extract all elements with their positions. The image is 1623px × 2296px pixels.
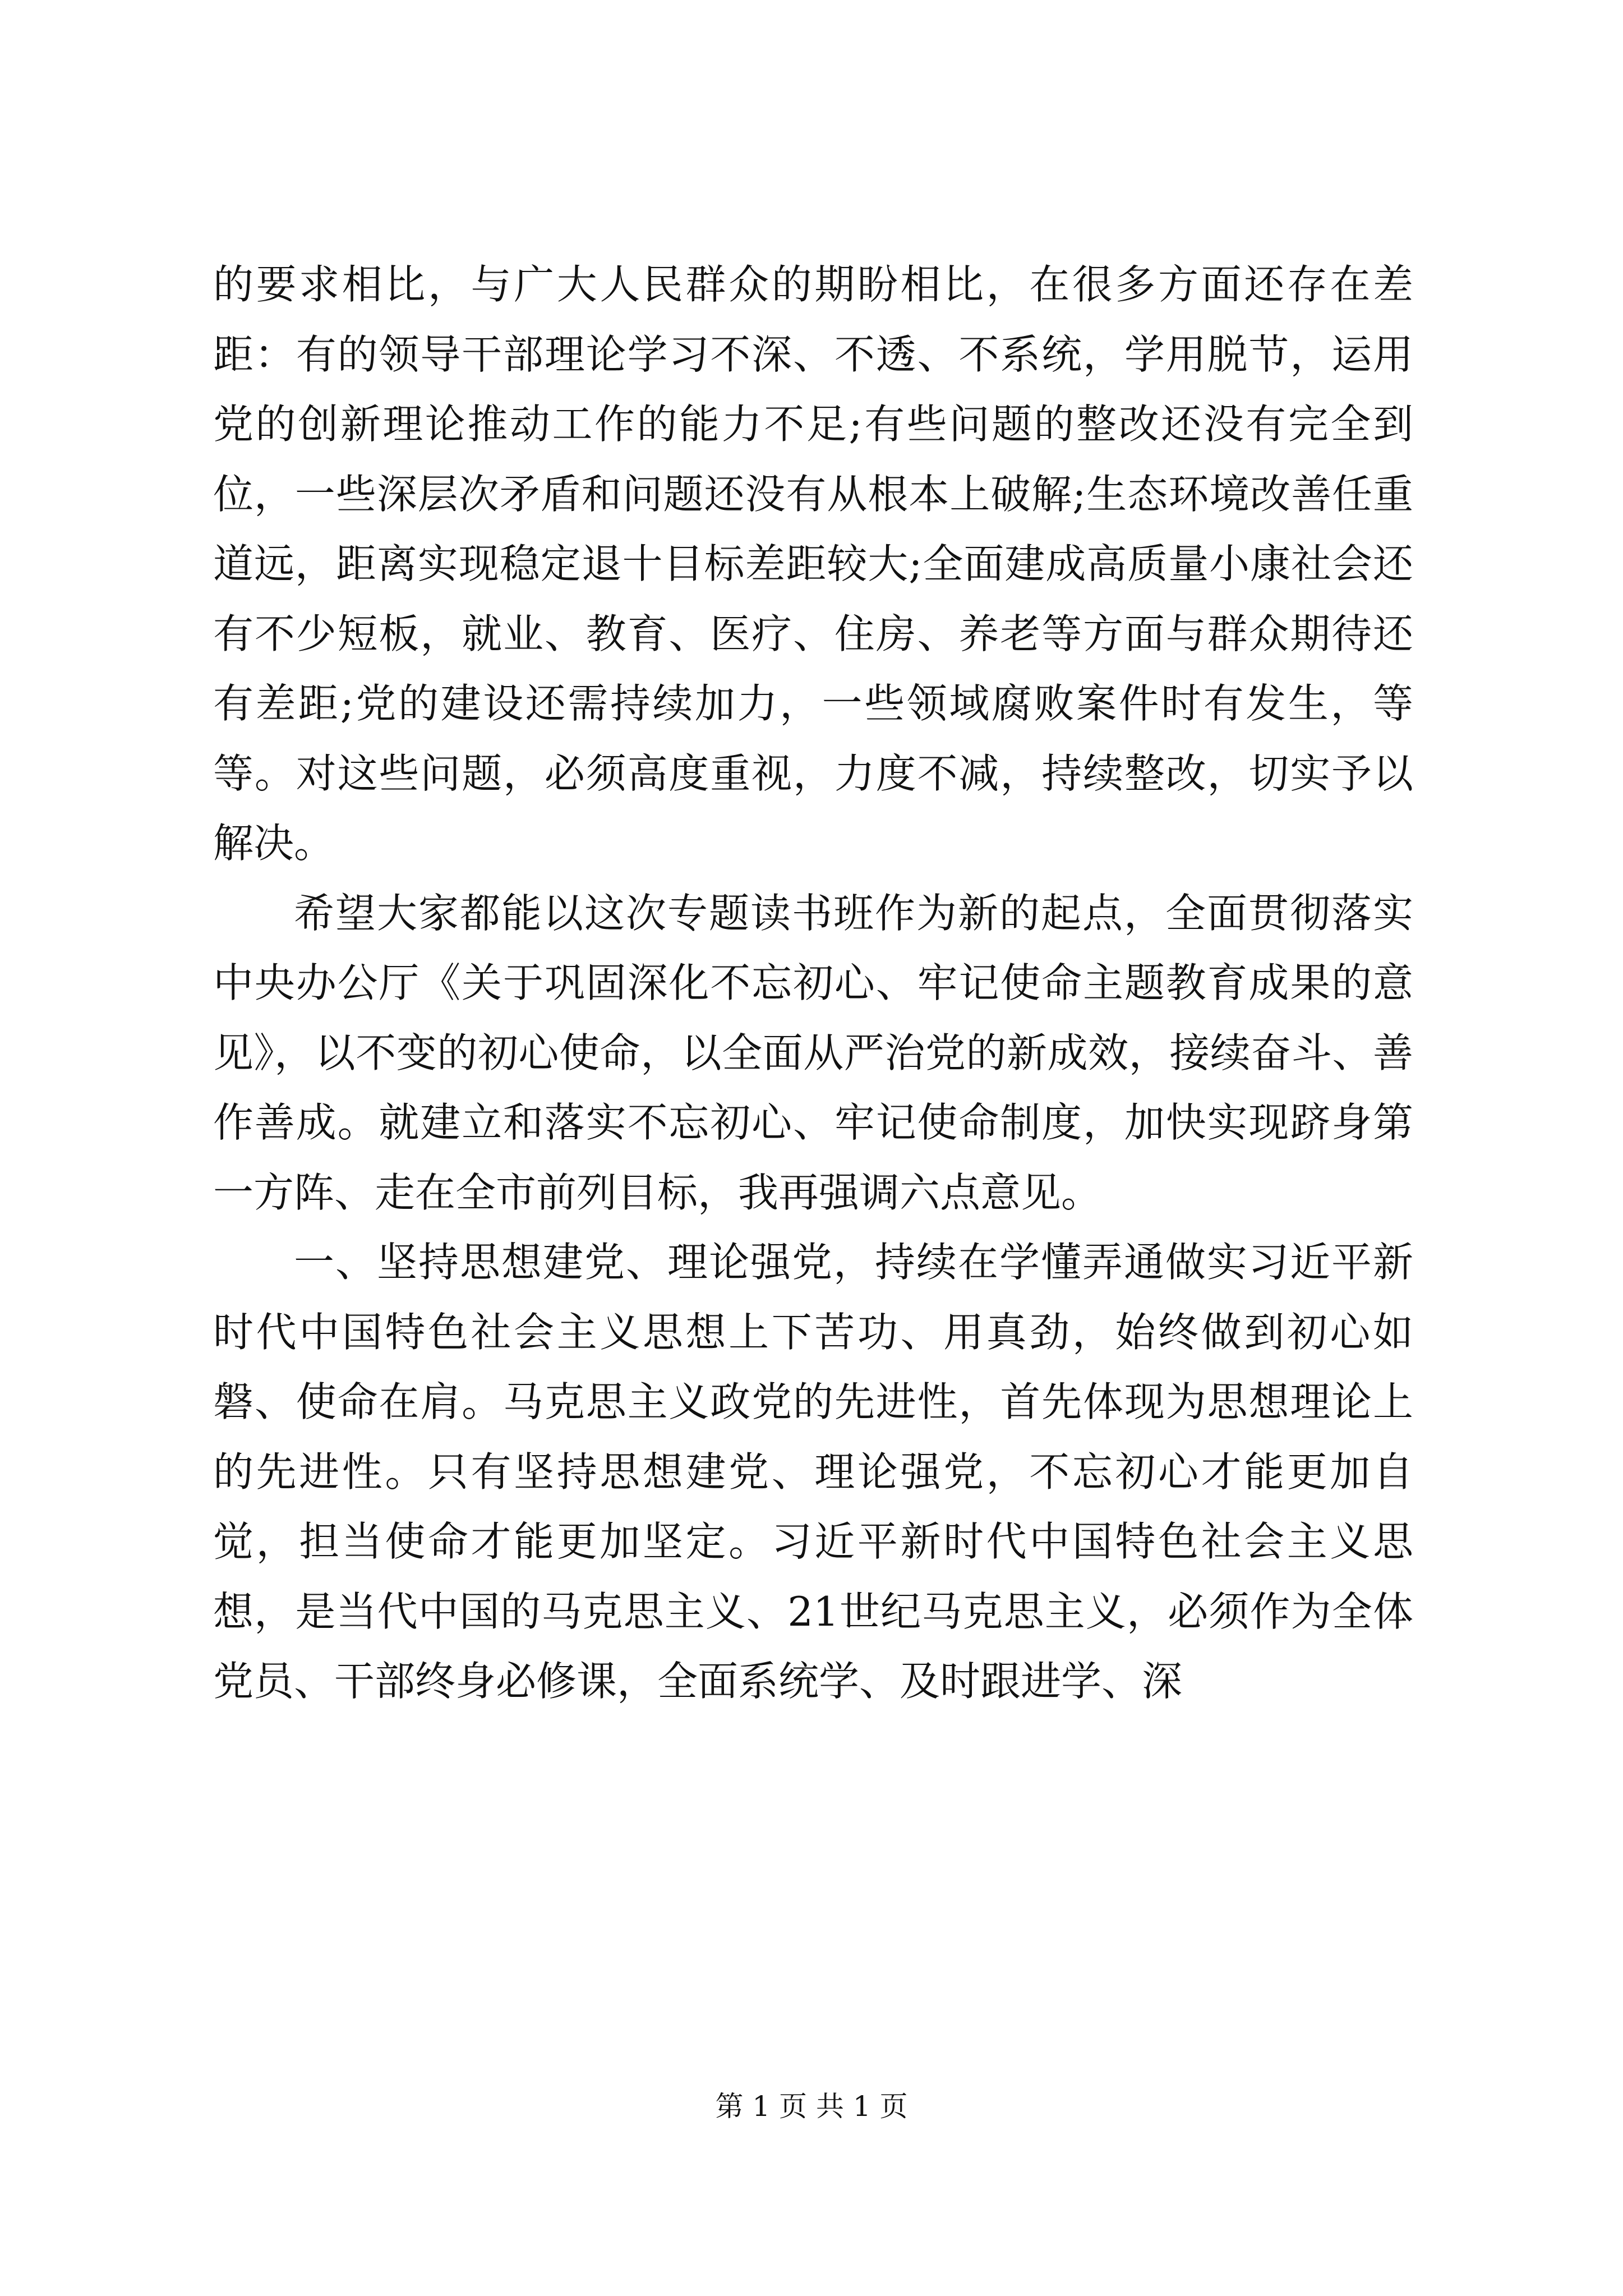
paragraph-point-one: 一、坚持思想建党、理论强党，持续在学懂弄通做实习近平新时代中国特色社会主义思想上下苦功、用真劲，始终做到初心如磐、使命在肩。马克思主义政党的先进性，首先体现为思想理论上的先进性。只有坚持思想建党、理论强党，不忘初心才能更加自觉，担当使命才能更加坚定。习近平新时代中国特色社会主义思想，是当代中国的马克思主义、21世纪马克思主义，必须作为全体党员、干部终身必修课，全面系统学、及时跟进学、深	[213, 1239, 1413, 1705]
paragraph-continuation: 的要求相比，与广大人民群众的期盼相比，在很多方面还存在差距：有的领导干部理论学习不深、不透、不系统，学用脱节，运用党的创新理论推动工作的能力不足;有些问题的整改还没有完全到位，一些深层次矛盾和问题还没有从根本上破解;生态环境改善任重道远，距离实现稳定退十目标差距较大;全面建成高质量小康社会还有不少短板，就业、教育、医疗、住房、养老等方面与群众期待还有差距;党的建设还需持续加力，一些领域腐败案件时有发生，等等。对这些问题，必须高度重视，力度不减，持续整改，切实予以解决。	[213, 261, 1413, 867]
paragraph-reading-class: 希望大家都能以这次专题读书班作为新的起点，全面贯彻落实中央办公厅《关于巩固深化不忘初心、牢记使命主题教育成果的意见》，以不变的初心使命，以全面从严治党的新成效，接续奋斗、善作善成。就建立和落实不忘初心、牢记使命制度，加快实现跻身第一方阵、走在全市前列目标，我再强调六点意见。	[213, 889, 1413, 1216]
document-body	[213, 250, 1413, 1717]
page-footer: 第 1 页 共 1 页	[715, 2090, 908, 2123]
